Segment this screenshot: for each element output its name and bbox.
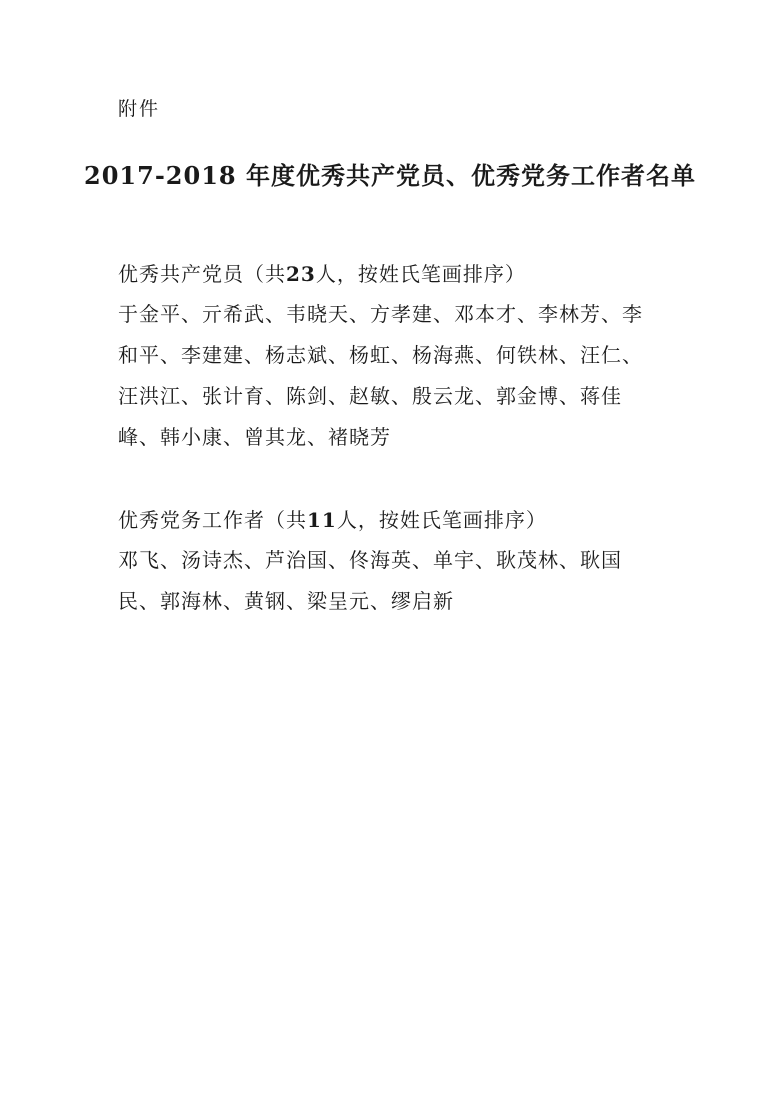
- name-list-line: 汪洪江、张计育、陈剑、赵敏、殷云龙、郭金博、蒋佳: [118, 384, 622, 408]
- document-title: 2017-2018 年度优秀共产党员、优秀党务工作者名单: [84, 161, 696, 190]
- section-heading-prefix: 优秀共产党员（共: [118, 262, 286, 286]
- name-list-line: 民、郭海林、黄钢、梁呈元、缪启新: [118, 589, 454, 613]
- name-list: [118, 294, 658, 458]
- section-heading-prefix: 优秀党务工作者（共: [118, 508, 307, 532]
- section-heading: [118, 258, 658, 290]
- section-heading-count: 11: [307, 508, 337, 532]
- name-list-line: 峰、韩小康、曾其龙、褚晓芳: [118, 425, 391, 449]
- section-heading-count: 23: [286, 262, 316, 286]
- name-list-line: 和平、李建建、杨志斌、杨虹、杨海燕、何铁林、汪仁、: [118, 343, 643, 367]
- section-heading: [118, 504, 658, 536]
- name-list-line: 于金平、亓希武、韦晓天、方孝建、邓本才、李林芳、李: [118, 302, 643, 326]
- section-heading-suffix: 人，按姓氏笔画排序）: [336, 508, 547, 532]
- section-heading-suffix: 人，按姓氏笔画排序）: [315, 262, 526, 286]
- attachment-label: 附件: [118, 98, 161, 120]
- name-list: [118, 540, 658, 622]
- name-list-line: 邓飞、汤诗杰、芦治国、佟海英、单宇、耿茂林、耿国: [118, 548, 622, 572]
- section-outstanding-members: [118, 258, 658, 458]
- section-outstanding-party-workers: [118, 504, 658, 622]
